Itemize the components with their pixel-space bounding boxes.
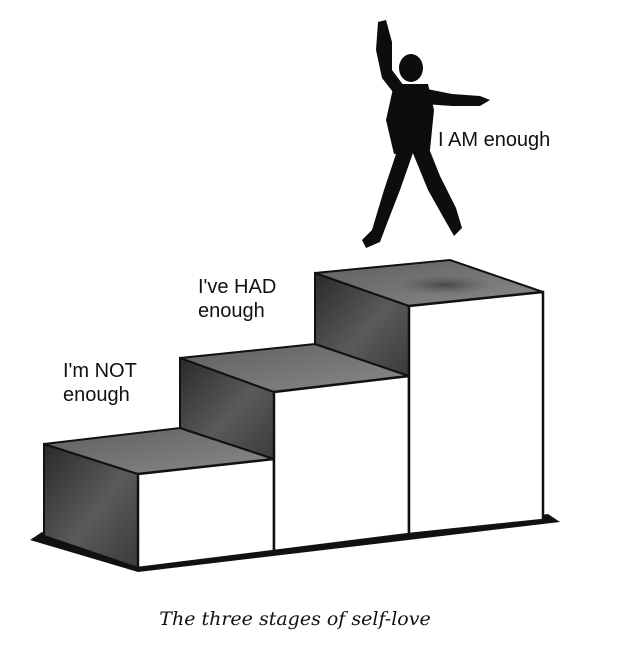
label-am-enough	[438, 128, 550, 152]
label-had-line1: I've HAD	[198, 276, 277, 298]
label-not-line1: I'm NOT	[63, 360, 137, 382]
label-not-enough	[63, 359, 137, 407]
step-1-front	[138, 459, 274, 568]
step-2-front	[274, 376, 409, 551]
figure-caption: The three stages of self-love	[159, 608, 431, 630]
label-am-line1: I AM enough	[438, 129, 551, 151]
step-3-front	[409, 292, 543, 534]
label-had-enough	[198, 275, 276, 323]
figure-shadow	[397, 275, 493, 295]
label-had-line2: enough	[198, 300, 265, 322]
step-1-block	[44, 428, 274, 568]
label-not-line2: enough	[63, 384, 130, 406]
